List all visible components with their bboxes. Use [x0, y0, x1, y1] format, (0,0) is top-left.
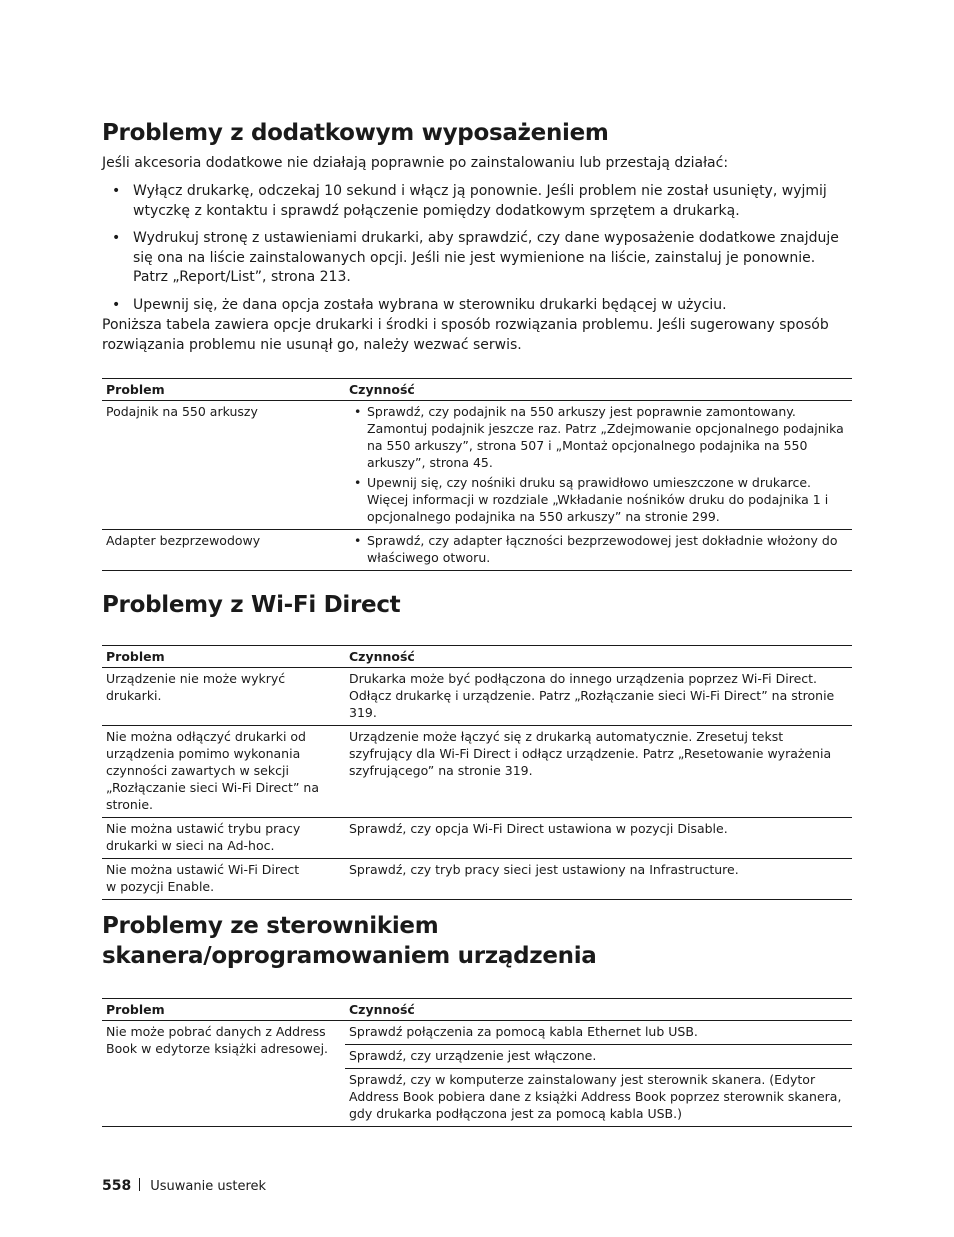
action-cell: [345, 859, 852, 900]
footer-divider: [139, 1178, 140, 1191]
problem-text: .: [270, 838, 275, 853]
problem-cell: Nie może pobrać danych z Address Book w edytorze książki adresowej.: [102, 1021, 345, 1127]
column-header-action: Czynność: [345, 379, 852, 401]
accessories-table: [102, 378, 852, 571]
problem-cell: Podajnik na 550 arkuszy: [102, 401, 345, 530]
footer-section-name: Usuwanie usterek: [150, 1179, 267, 1194]
action-cell: [345, 401, 852, 530]
problem-cell: Adapter bezprzewodowy: [102, 530, 345, 571]
problem-cell: Nie można odłączyć drukarki od urządzenia pomimo wykonania czynności zawartych w sekcji „Rozłączanie sieci Wi-Fi Direct” na stronie.: [102, 726, 345, 818]
setting-value: Enable: [167, 879, 211, 894]
problem-text: Nie można ustawić trybu pracy drukarki w sieci na: [106, 821, 301, 853]
problem-text: w pozycji: [106, 879, 168, 894]
setting-value: Ad-hoc: [227, 838, 271, 853]
page-number: 558: [102, 1178, 132, 1194]
column-header-problem: Problem: [102, 646, 345, 668]
intro-paragraph: Jeśli akcesoria dodatkowe nie działają poprawnie po zainstalowaniu lub przestają działać:: [102, 155, 729, 171]
action-cell: [345, 530, 852, 571]
problem-text: .: [210, 879, 215, 894]
table-row: [102, 1021, 852, 1045]
section-title-scanner-driver: Problemy ze sterownikiem skanera/oprogramowaniem urządzenia: [102, 913, 597, 969]
action-cell: Urządzenie może łączyć się z drukarką automatycznie. Zresetuj tekst szyfrujący dla Wi-Fi Direct i odłącz urządzenie. Patrz „Resetowanie wyrażenia szyfrującego” na stronie 319.: [345, 726, 852, 818]
column-header-problem: Problem: [102, 999, 345, 1021]
table-header-row: [102, 646, 852, 668]
action-cell: Sprawdź, czy urządzenie jest włączone.: [345, 1045, 852, 1069]
problem-cell: [102, 859, 345, 900]
action-text: .: [723, 821, 728, 836]
section-title-wifi-direct: Problemy z Wi-Fi Direct: [102, 592, 401, 618]
problem-text: Nie można ustawić: [106, 862, 228, 877]
action-text: .: [734, 862, 739, 877]
action-text: Sprawdź, czy tryb pracy sieci jest ustawiony na: [349, 862, 650, 877]
list-item: • Wyłącz drukarkę, odczekaj 10 sekund i włącz ją ponownie. Jeśli problem nie został usunięty, wyjmij wtyczkę z kontaktu i sprawdź połączenie pomiędzy dodatkowym sprzętem a drukarką.: [102, 182, 852, 221]
action-cell: Sprawdź, czy w komputerze zainstalowany jest sterownik skanera. (Edytor Address Book pobiera dane z książki Address Book poprzez sterownik skanera, gdy drukarka podłączona jest za pomocą kabla USB.): [345, 1069, 852, 1127]
setting-name: Wi-Fi Direct: [227, 862, 300, 877]
action-cell: [345, 818, 852, 859]
scanner-driver-table: [102, 998, 852, 1127]
table-row: [102, 401, 852, 530]
outro-paragraph: Poniższa tabela zawiera opcje drukarki i środki i sposób rozwiązania problemu. Jeśli sugerowany sposób rozwiązania problemu nie usunął go, należy wezwać serwis.: [102, 317, 829, 353]
setting-value: Disable: [677, 821, 724, 836]
problem-cell: [102, 818, 345, 859]
table-row: [102, 668, 852, 726]
table-row: [102, 859, 852, 900]
action-text: ustawiona w pozycji: [543, 821, 678, 836]
table-row: [102, 818, 852, 859]
list-item: • Upewnij się, że dana opcja została wybrana w sterowniku drukarki będącej w użyciu.: [102, 296, 852, 316]
section-title-accessories: Problemy z dodatkowym wyposażeniem: [102, 120, 609, 146]
table-row: [102, 530, 852, 571]
setting-value: Infrastructure: [649, 862, 735, 877]
action-cell: Drukarka może być podłączona do innego urządzenia poprzez Wi-Fi Direct. Odłącz drukarkę i urządzenie. Patrz „Rozłączanie sieci Wi-Fi Direct” na stronie 319.: [345, 668, 852, 726]
action-item: • Upewnij się, czy nośniki druku są prawidłowo umieszczone w drukarce. Więcej informacji w rozdziale „Wkładanie nośników druku do podajnika 1 i opcjonalnego podajnika na 550 arkuszy” na stronie 299.: [349, 474, 848, 525]
wifi-direct-table: [102, 645, 852, 900]
list-item: • Wydrukuj stronę z ustawieniami drukarki, aby sprawdzić, czy dane wyposażenie dodatkowe znajduje się ona na liście zainstalowanych opcji. Jeśli nie jest wymienione na liście, zainstaluj je ponownie. Patrz „Report/List”, strona 213.: [102, 229, 852, 288]
troubleshoot-list: [102, 182, 852, 315]
table-header-row: [102, 999, 852, 1021]
action-item: • Sprawdź, czy adapter łączności bezprzewodowej jest dokładnie włożony do właściwego otworu.: [349, 532, 848, 566]
setting-name: Wi-Fi Direct: [472, 821, 544, 836]
action-text: Sprawdź, czy opcja: [349, 821, 473, 836]
problem-cell: Urządzenie nie może wykryć drukarki.: [102, 668, 345, 726]
table-header-row: [102, 379, 852, 401]
column-header-problem: Problem: [102, 379, 345, 401]
page-footer: [102, 1178, 266, 1194]
column-header-action: Czynność: [345, 646, 852, 668]
action-cell: Sprawdź połączenia za pomocą kabla Ethernet lub USB.: [345, 1021, 852, 1045]
column-header-action: Czynność: [345, 999, 852, 1021]
action-item: • Sprawdź, czy podajnik na 550 arkuszy jest poprawnie zamontowany. Zamontuj podajnik jeszcze raz. Patrz „Zdejmowanie opcjonalnego podajnika na 550 arkuszy”, strona 507 i „Montaż opcjonalnego podajnika na 550 arkuszy”, strona 45.: [349, 403, 848, 471]
table-row: [102, 726, 852, 818]
